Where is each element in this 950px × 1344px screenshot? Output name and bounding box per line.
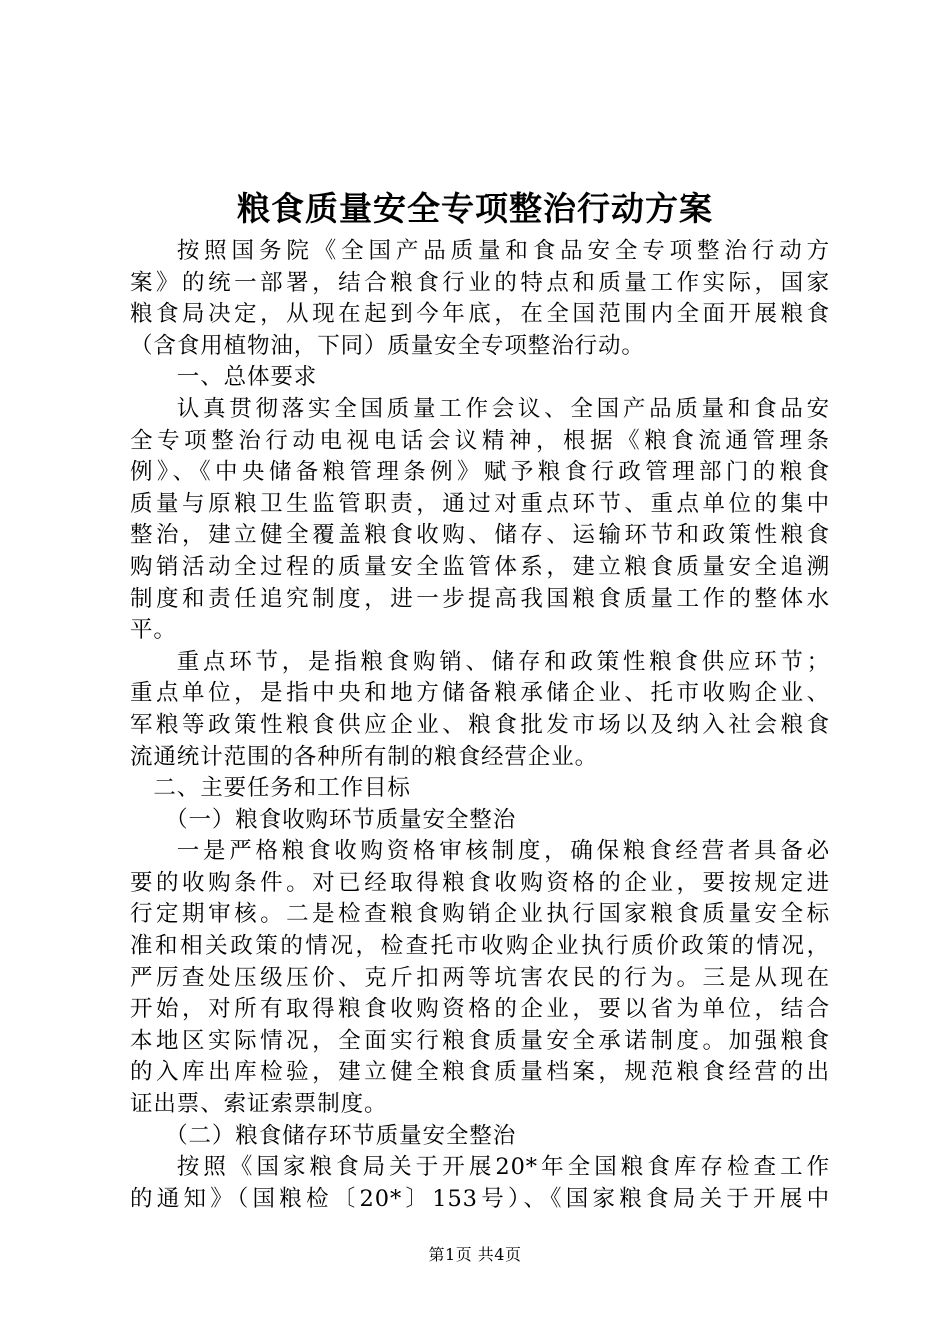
text-line: 按照国务院《全国产品质量和食品安全专项整治行动方: [176, 238, 830, 264]
text-line: 严厉查处压级压价、克斤扣两等坑害农民的行为。三是从现在: [130, 964, 830, 991]
text-line: 认真贯彻落实全国质量工作会议、全国产品质量和食品安: [176, 395, 830, 422]
text-line: 案》的统一部署，结合粮食行业的特点和质量工作实际，国家: [130, 269, 830, 296]
text-line: 重点单位，是指中央和地方储备粮承储企业、托市收购企业、: [130, 680, 830, 707]
text-line: 全专项整治行动电视电话会议精神，根据《粮食流通管理条: [130, 427, 830, 454]
text-line: （一）粮食收购环节质量安全整治: [165, 806, 517, 833]
text-line: 要的收购条件。对已经取得粮食收购资格的企业，要按规定进: [130, 869, 830, 896]
text-line: 准和相关政策的情况，检查托市收购企业执行质价政策的情况，: [130, 933, 830, 960]
document-title: 粮食质量安全专项整治行动方案: [237, 189, 713, 228]
text-line: （二）粮食储存环节质量安全整治: [165, 1122, 517, 1149]
text-line: 整治，建立健全覆盖粮食收购、储存、运输环节和政策性粮食: [130, 522, 830, 549]
text-line: 流通统计范围的各种所有制的粮食经营企业。: [130, 743, 599, 770]
text-line: 一是严格粮食收购资格审核制度，确保粮食经营者具备必: [176, 838, 830, 865]
document-body: [130, 236, 830, 1215]
text-line: 行定期审核。二是检查粮食购销企业执行国家粮食质量安全标: [130, 901, 830, 928]
text-line: 按照《国家粮食局关于开展20*年全国粮食库存检查工作: [176, 1154, 830, 1181]
text-line: 购销活动全过程的质量安全监管体系，建立粮食质量安全追溯: [130, 553, 830, 580]
text-line: 例》、《中央储备粮管理条例》赋予粮食行政管理部门的粮食: [130, 459, 830, 486]
text-line: 质量与原粮卫生监管职责，通过对重点环节、重点单位的集中: [130, 490, 830, 517]
text-line: 粮食局决定，从现在起到今年底，在全国范围内全面开展粮食: [130, 301, 830, 328]
text-line: 本地区实际情况，全面实行粮食质量安全承诺制度。加强粮食: [130, 1027, 830, 1054]
page-footer: 第1页 共4页: [428, 1245, 522, 1264]
text-line: 的入库出库检验，建立健全粮食质量档案，规范粮食经营的出: [130, 1059, 830, 1086]
text-line: 二、主要任务和工作目标: [153, 775, 411, 802]
text-line: 军粮等政策性粮食供应企业、粮食批发市场以及纳入社会粮食: [130, 711, 830, 738]
text-line: 重点环节，是指粮食购销、储存和政策性粮食供应环节；: [176, 648, 830, 675]
text-line: 证出票、索证索票制度。: [130, 1091, 388, 1118]
text-line: 开始，对所有取得粮食收购资格的企业，要以省为单位，结合: [130, 996, 830, 1023]
text-line: 平。: [130, 617, 177, 644]
text-line: 制度和责任追究制度，进一步提高我国粮食质量工作的整体水: [130, 585, 830, 612]
text-line: （含食用植物油，下同）质量安全专项整治行动。: [130, 332, 645, 359]
text-line: 一、总体要求: [176, 364, 318, 391]
text-line: 的通知》（国粮检〔20*〕153号）、《国家粮食局关于开展中: [130, 1185, 830, 1212]
